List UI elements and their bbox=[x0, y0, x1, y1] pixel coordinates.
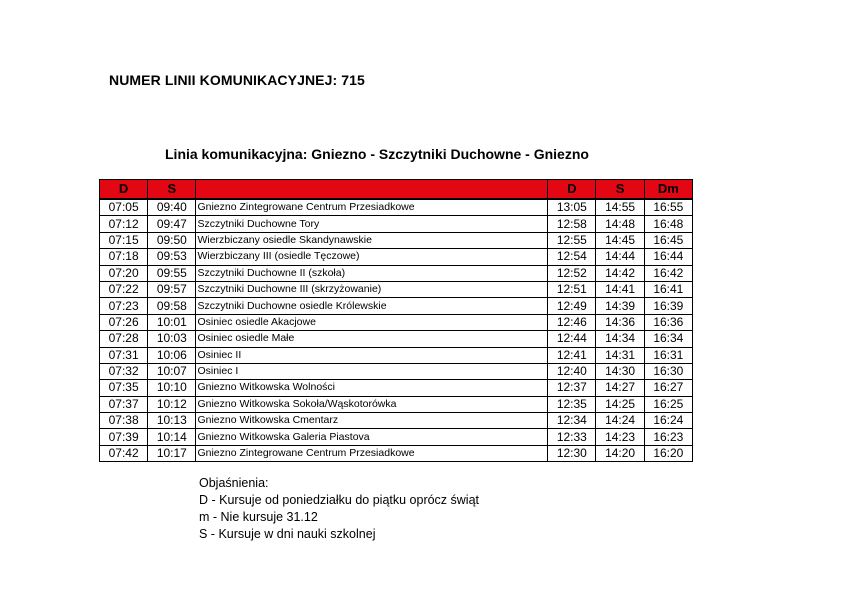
table-row bbox=[100, 445, 693, 461]
time-d-return: 12:51 bbox=[548, 281, 596, 297]
stop-name: Gniezno Witkowska Wolności bbox=[196, 380, 548, 396]
time-dm-return: 16:55 bbox=[644, 199, 692, 216]
time-s-outbound: 10:13 bbox=[148, 413, 196, 429]
time-dm-return: 16:45 bbox=[644, 232, 692, 248]
time-d-return: 13:05 bbox=[548, 199, 596, 216]
time-d-outbound: 07:05 bbox=[100, 199, 148, 216]
time-d-return: 12:35 bbox=[548, 396, 596, 412]
time-dm-return: 16:39 bbox=[644, 298, 692, 314]
stop-name: Szczytniki Duchowne osiedle Królewskie bbox=[196, 298, 548, 314]
time-d-return: 12:41 bbox=[548, 347, 596, 363]
table-row bbox=[100, 380, 693, 396]
time-s-return: 14:24 bbox=[596, 413, 644, 429]
column-header-dm-return: Dm bbox=[644, 180, 692, 200]
table-row bbox=[100, 396, 693, 412]
column-header-stop bbox=[196, 180, 548, 200]
stop-name: Osiniec osiedle Akacjowe bbox=[196, 314, 548, 330]
table-row bbox=[100, 314, 693, 330]
time-dm-return: 16:42 bbox=[644, 265, 692, 281]
time-s-return: 14:44 bbox=[596, 249, 644, 265]
timetable-body bbox=[100, 199, 693, 462]
time-s-return: 14:36 bbox=[596, 314, 644, 330]
time-d-return: 12:34 bbox=[548, 413, 596, 429]
time-d-outbound: 07:42 bbox=[100, 445, 148, 461]
stop-name: Szczytniki Duchowne Tory bbox=[196, 216, 548, 232]
time-d-outbound: 07:37 bbox=[100, 396, 148, 412]
time-dm-return: 16:25 bbox=[644, 396, 692, 412]
time-dm-return: 16:41 bbox=[644, 281, 692, 297]
time-s-outbound: 09:55 bbox=[148, 265, 196, 281]
time-dm-return: 16:31 bbox=[644, 347, 692, 363]
stop-name: Gniezno Witkowska Cmentarz bbox=[196, 413, 548, 429]
route-title: Linia komunikacyjna: Gniezno - Szczytniki Duchowne - Gniezno bbox=[165, 146, 589, 162]
time-s-outbound: 10:17 bbox=[148, 445, 196, 461]
stop-name: Gniezno Witkowska Sokoła/Wąskotorówka bbox=[196, 396, 548, 412]
time-s-return: 14:34 bbox=[596, 331, 644, 347]
time-s-outbound: 10:01 bbox=[148, 314, 196, 330]
table-row bbox=[100, 363, 693, 379]
time-d-outbound: 07:31 bbox=[100, 347, 148, 363]
legend-item-s: S - Kursuje w dni nauki szkolnej bbox=[199, 527, 376, 541]
time-d-return: 12:37 bbox=[548, 380, 596, 396]
time-d-outbound: 07:12 bbox=[100, 216, 148, 232]
time-d-return: 12:46 bbox=[548, 314, 596, 330]
stop-name: Wierzbiczany osiedle Skandynawskie bbox=[196, 232, 548, 248]
table-row bbox=[100, 265, 693, 281]
time-d-outbound: 07:22 bbox=[100, 281, 148, 297]
column-header-d-return: D bbox=[548, 180, 596, 200]
time-s-return: 14:23 bbox=[596, 429, 644, 445]
time-d-outbound: 07:39 bbox=[100, 429, 148, 445]
stop-name: Gniezno Witkowska Galeria Piastova bbox=[196, 429, 548, 445]
time-s-return: 14:55 bbox=[596, 199, 644, 216]
time-d-outbound: 07:32 bbox=[100, 363, 148, 379]
table-row bbox=[100, 298, 693, 314]
time-dm-return: 16:23 bbox=[644, 429, 692, 445]
time-d-outbound: 07:18 bbox=[100, 249, 148, 265]
table-row bbox=[100, 249, 693, 265]
table-row bbox=[100, 429, 693, 445]
time-s-outbound: 09:58 bbox=[148, 298, 196, 314]
time-s-return: 14:39 bbox=[596, 298, 644, 314]
time-d-return: 12:33 bbox=[548, 429, 596, 445]
time-s-return: 14:25 bbox=[596, 396, 644, 412]
time-s-outbound: 09:53 bbox=[148, 249, 196, 265]
legend-item-d: D - Kursuje od poniedziałku do piątku oprócz świąt bbox=[199, 493, 480, 507]
stop-name: Osiniec osiedle Małe bbox=[196, 331, 548, 347]
time-dm-return: 16:44 bbox=[644, 249, 692, 265]
column-header-s-return: S bbox=[596, 180, 644, 200]
table-row bbox=[100, 331, 693, 347]
time-s-return: 14:41 bbox=[596, 281, 644, 297]
time-s-outbound: 10:03 bbox=[148, 331, 196, 347]
time-s-outbound: 09:40 bbox=[148, 199, 196, 216]
time-d-return: 12:44 bbox=[548, 331, 596, 347]
stop-name: Szczytniki Duchowne II (szkoła) bbox=[196, 265, 548, 281]
time-dm-return: 16:34 bbox=[644, 331, 692, 347]
time-d-outbound: 07:15 bbox=[100, 232, 148, 248]
table-row bbox=[100, 281, 693, 297]
time-s-outbound: 10:12 bbox=[148, 396, 196, 412]
table-row bbox=[100, 232, 693, 248]
table-row bbox=[100, 413, 693, 429]
time-d-outbound: 07:23 bbox=[100, 298, 148, 314]
time-s-outbound: 10:10 bbox=[148, 380, 196, 396]
legend-item-m: m - Nie kursuje 31.12 bbox=[199, 510, 318, 524]
time-d-return: 12:52 bbox=[548, 265, 596, 281]
stop-name: Wierzbiczany III (osiedle Tęczowe) bbox=[196, 249, 548, 265]
time-d-outbound: 07:38 bbox=[100, 413, 148, 429]
table-row bbox=[100, 199, 693, 216]
time-s-return: 14:45 bbox=[596, 232, 644, 248]
timetable-header-row bbox=[100, 180, 693, 200]
table-row bbox=[100, 347, 693, 363]
stop-name: Szczytniki Duchowne III (skrzyżowanie) bbox=[196, 281, 548, 297]
time-d-outbound: 07:26 bbox=[100, 314, 148, 330]
timetable bbox=[99, 179, 693, 462]
line-number-heading: NUMER LINII KOMUNIKACYJNEJ: 715 bbox=[109, 72, 365, 88]
time-d-outbound: 07:35 bbox=[100, 380, 148, 396]
time-d-outbound: 07:28 bbox=[100, 331, 148, 347]
time-d-return: 12:40 bbox=[548, 363, 596, 379]
time-s-return: 14:27 bbox=[596, 380, 644, 396]
timetable-header bbox=[100, 180, 693, 200]
table-row bbox=[100, 216, 693, 232]
time-d-return: 12:30 bbox=[548, 445, 596, 461]
legend bbox=[199, 475, 479, 543]
time-s-outbound: 09:50 bbox=[148, 232, 196, 248]
stop-name: Gniezno Zintegrowane Centrum Przesiadkowe bbox=[196, 445, 548, 461]
stop-name: Osiniec I bbox=[196, 363, 548, 379]
time-dm-return: 16:36 bbox=[644, 314, 692, 330]
time-s-return: 14:30 bbox=[596, 363, 644, 379]
column-header-d-outbound: D bbox=[100, 180, 148, 200]
time-s-outbound: 09:47 bbox=[148, 216, 196, 232]
time-s-return: 14:42 bbox=[596, 265, 644, 281]
time-s-return: 14:31 bbox=[596, 347, 644, 363]
time-dm-return: 16:24 bbox=[644, 413, 692, 429]
stop-name: Osiniec II bbox=[196, 347, 548, 363]
time-dm-return: 16:20 bbox=[644, 445, 692, 461]
time-dm-return: 16:30 bbox=[644, 363, 692, 379]
stop-name: Gniezno Zintegrowane Centrum Przesiadkowe bbox=[196, 199, 548, 216]
time-s-outbound: 09:57 bbox=[148, 281, 196, 297]
time-d-return: 12:49 bbox=[548, 298, 596, 314]
time-s-outbound: 10:14 bbox=[148, 429, 196, 445]
time-d-return: 12:55 bbox=[548, 232, 596, 248]
column-header-s-outbound: S bbox=[148, 180, 196, 200]
time-s-outbound: 10:06 bbox=[148, 347, 196, 363]
time-d-outbound: 07:20 bbox=[100, 265, 148, 281]
time-dm-return: 16:48 bbox=[644, 216, 692, 232]
legend-title: Objaśnienia: bbox=[199, 476, 269, 490]
time-s-return: 14:20 bbox=[596, 445, 644, 461]
time-d-return: 12:58 bbox=[548, 216, 596, 232]
time-s-return: 14:48 bbox=[596, 216, 644, 232]
time-d-return: 12:54 bbox=[548, 249, 596, 265]
time-dm-return: 16:27 bbox=[644, 380, 692, 396]
time-s-outbound: 10:07 bbox=[148, 363, 196, 379]
